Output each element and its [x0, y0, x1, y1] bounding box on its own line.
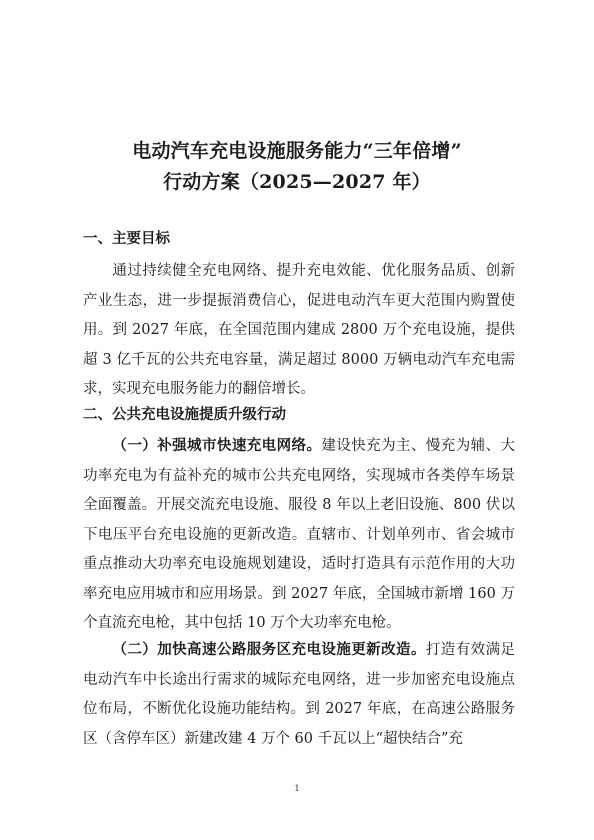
- title-line-2: 行动方案（2025—2027 年）: [163, 171, 431, 193]
- section-heading-public-charging: 二、公共充电设施提质升级行动: [83, 406, 286, 423]
- item-2-lead: （二）加快高速公路服务区充电设施更新改造。: [112, 641, 426, 658]
- item-2-body: 打造有效满足电动汽车中长途出行需求的城际充电网络，进一步加密充电设施点位布局，不断优化设施功能结构。到 2027 年底，在高速公路服务区（含停车区）新建改建 4 万个 60 千瓦以上“超快结合”充: [83, 642, 516, 747]
- item-1-paragraph: [83, 431, 515, 639]
- item-1-lead: （一）补强城市快速充电网络。: [112, 437, 322, 454]
- title-line-1: 电动汽车充电设施服务能力“三年倍增”: [132, 140, 462, 162]
- goals-paragraph: [83, 257, 515, 405]
- document-title: [60, 136, 534, 198]
- goals-paragraph-text: 通过持续健全充电网络、提升充电效能、优化服务品质、创新产业生态，进一步提振消费信心，促进电动汽车更大范围内购置使用。到 2027 年底，在全国范围内建成 2800 万个充电设施，提供超 3 亿千瓦的公共充电容量，满足超过 8000 万辆电动汽车充电需求，实现充电服务能力的翻倍增长。: [83, 263, 515, 397]
- item-1-body: 建设快充为主、慢充为辅、大功率充电为有益补充的城市公共充电网络，实现城市各类停车场景全面覆盖。开展交流充电设施、服役 8 年以上老旧设施、800 伏以下电压平台充电设施的更新改造。直辖市、计划单列市、省会城市重点推动大功率充电设施规划建设，适时打造具有示范作用的大功率充电应用城市和应用场景。到 2027 年底，全国城市新增 160 万个直流充电枪，其中包括 10 万个大功率充电枪。: [83, 438, 516, 631]
- page-number: 1: [294, 784, 300, 793]
- section-heading-goals: 一、主要目标: [83, 230, 170, 247]
- item-2-paragraph: [83, 635, 515, 754]
